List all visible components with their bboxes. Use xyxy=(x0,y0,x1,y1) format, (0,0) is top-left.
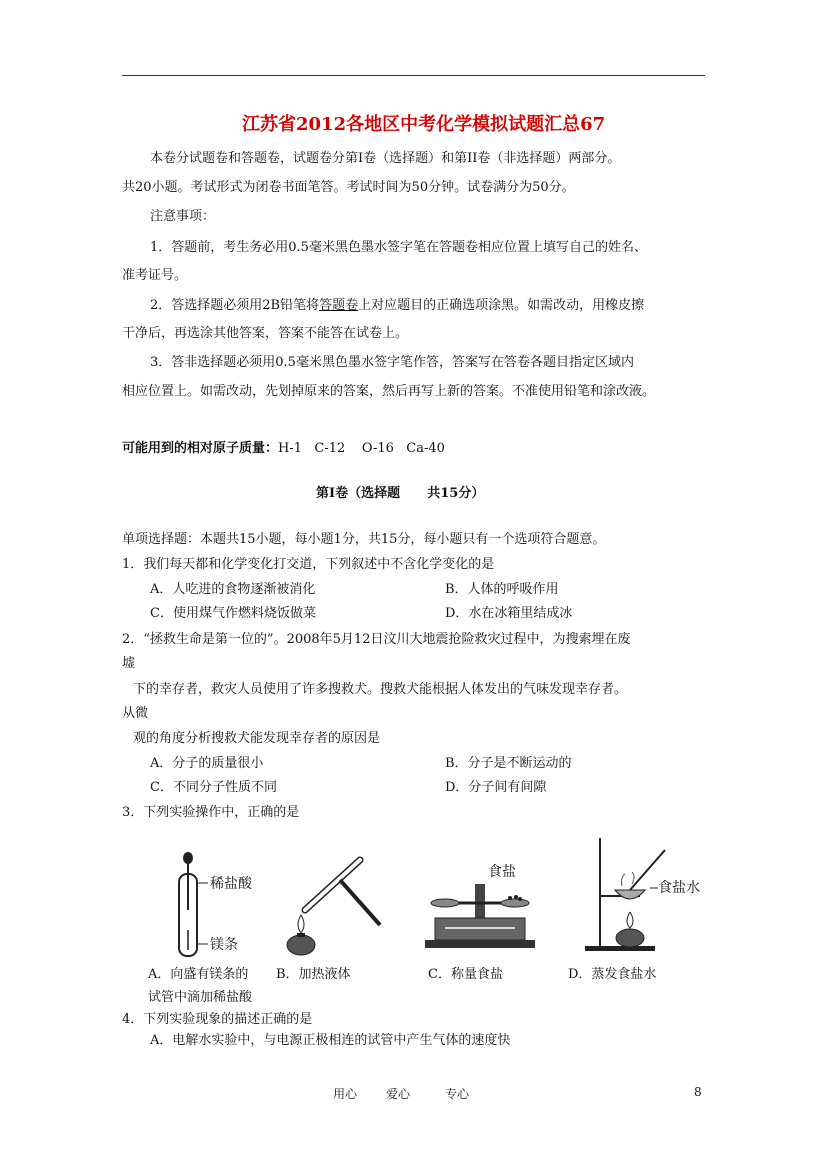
q1-option-d: D．水在冰箱里结成冰 xyxy=(445,606,573,621)
intro-line-2: 共20小题。考试形式为闭卷书面笔答。考试时间为50分钟。试卷满分为50分。 xyxy=(122,180,575,195)
notice-1a: 1．答题前，考生务必用0.5毫米黑色墨水签字笔在答题卷相应位置上填写自己的姓名、 xyxy=(150,240,647,255)
q4-option-a: A．电解水实验中，与电源正极相连的试管中产生气体的速度快 xyxy=(150,1033,511,1048)
label-magnesium: 镁条 xyxy=(210,937,238,953)
q1-option-a: A．人吃进的食物逐渐被消化 xyxy=(150,582,316,597)
notice-2a-pre: 2．答选择题必须用2B铅笔将 xyxy=(150,298,320,313)
label-acid: 稀盐酸 xyxy=(210,876,252,892)
q2-option-d: D．分子间有间隙 xyxy=(445,780,547,795)
notice-2b: 干净后，再选涂其他答案，答案不能答在试卷上。 xyxy=(122,326,409,341)
q3-option-c: C．称量食盐 xyxy=(428,967,503,982)
notice-2a-post: 上对应题目的正确选项涂黑。如需改动，用橡皮擦 xyxy=(358,298,645,313)
section-title: 第Ⅰ卷（选择题 共15分） xyxy=(316,486,485,501)
q2-stem-1: 2．“拯救生命是第一位的”。2008年5月12日汶川大地震抢险救灾过程中，为搜索埋在废 xyxy=(122,632,631,647)
notice-3b: 相应位置上。如需改动，先划掉原来的答案，然后再写上新的答案。不准使用铅笔和涂改液。 xyxy=(122,384,656,399)
notice-3a: 3．答非选择题必须用0.5毫米黑色墨水签字笔作答，答案写在答卷各题目指定区域内 xyxy=(150,355,634,370)
atomic-mass-values: H-1 C-12 O-16 Ca-40 xyxy=(278,441,445,456)
q1-stem: 1．我们每天都和化学变化打交道，下列叙述中不含化学变化的是 xyxy=(122,557,495,572)
left-pan-icon xyxy=(431,899,459,907)
figure-b-heating-liquid xyxy=(285,855,385,960)
q3-stem: 3．下列实验操作中，正确的是 xyxy=(122,805,300,820)
figure-c-balance xyxy=(420,858,540,958)
figure-d-evaporation xyxy=(570,828,710,958)
footer-mid: 爱心 xyxy=(386,1087,411,1101)
notice-2a-underlined: 答题卷 xyxy=(319,298,359,313)
q1-option-c: C．使用煤气作燃料烧饭做菜 xyxy=(150,606,316,621)
section-instructions: 单项选择题：本题共15小题，每小题1分，共15分，每小题只有一个选项符合题意。 xyxy=(122,532,606,547)
label-brine: 食盐水 xyxy=(658,880,700,896)
q2-option-a: A．分子的质量很小 xyxy=(150,756,264,771)
q3-option-d: D．蒸发食盐水 xyxy=(568,967,657,982)
q3-option-b: B．加热液体 xyxy=(276,967,351,982)
intro-line-1: 本卷分试题卷和答题卷，试题卷分第Ⅰ卷（选择题）和第II卷（非选择题）两部分。 xyxy=(150,151,621,166)
footer-left: 用心 xyxy=(333,1087,358,1101)
document-title: 江苏省2012各地区中考化学模拟试题汇总67 xyxy=(242,114,606,135)
q2-option-c: C．不同分子性质不同 xyxy=(150,780,277,795)
tube-holder-icon xyxy=(340,880,380,925)
evaporating-dish-icon xyxy=(615,890,645,899)
header-rule xyxy=(122,75,705,76)
page-number: 8 xyxy=(694,1085,702,1099)
notice-heading: 注意事项： xyxy=(150,209,216,224)
alcohol-lamp-icon xyxy=(616,929,644,947)
label-salt: 食盐 xyxy=(488,864,516,880)
q2-stem-4: 从微 xyxy=(122,706,149,721)
alcohol-lamp-icon xyxy=(287,935,315,955)
footer-right: 专心 xyxy=(445,1087,470,1101)
q2-stem-5: 观的角度分析搜救犬能发现幸存者的原因是 xyxy=(133,731,381,746)
q2-option-b: B．分子是不断运动的 xyxy=(445,756,572,771)
flame-icon xyxy=(627,912,633,928)
q2-stem-2: 墟 xyxy=(122,656,136,671)
notice-1b: 准考证号。 xyxy=(122,268,188,283)
figure-a-test-tube xyxy=(150,850,270,965)
q1-option-b: B．人体的呼吸作用 xyxy=(445,582,559,597)
atomic-mass-line xyxy=(122,440,445,458)
notice-2a xyxy=(150,297,644,315)
atomic-mass-label: 可能用到的相对原子质量： xyxy=(122,441,279,456)
q3-option-a-line1: A．向盛有镁条的 xyxy=(148,967,249,982)
balance-base-icon xyxy=(435,918,525,940)
q4-stem: 4．下列实验现象的描述正确的是 xyxy=(122,1012,313,1027)
q2-stem-3: 下的幸存者，救灾人员使用了许多搜救犬。搜救犬能根据人体发出的气味发现幸存者。 xyxy=(133,682,628,697)
right-pan-icon xyxy=(501,899,529,907)
flame-icon xyxy=(298,915,304,933)
q3-option-a-line2: 试管中滴加稀盐酸 xyxy=(148,990,253,1005)
